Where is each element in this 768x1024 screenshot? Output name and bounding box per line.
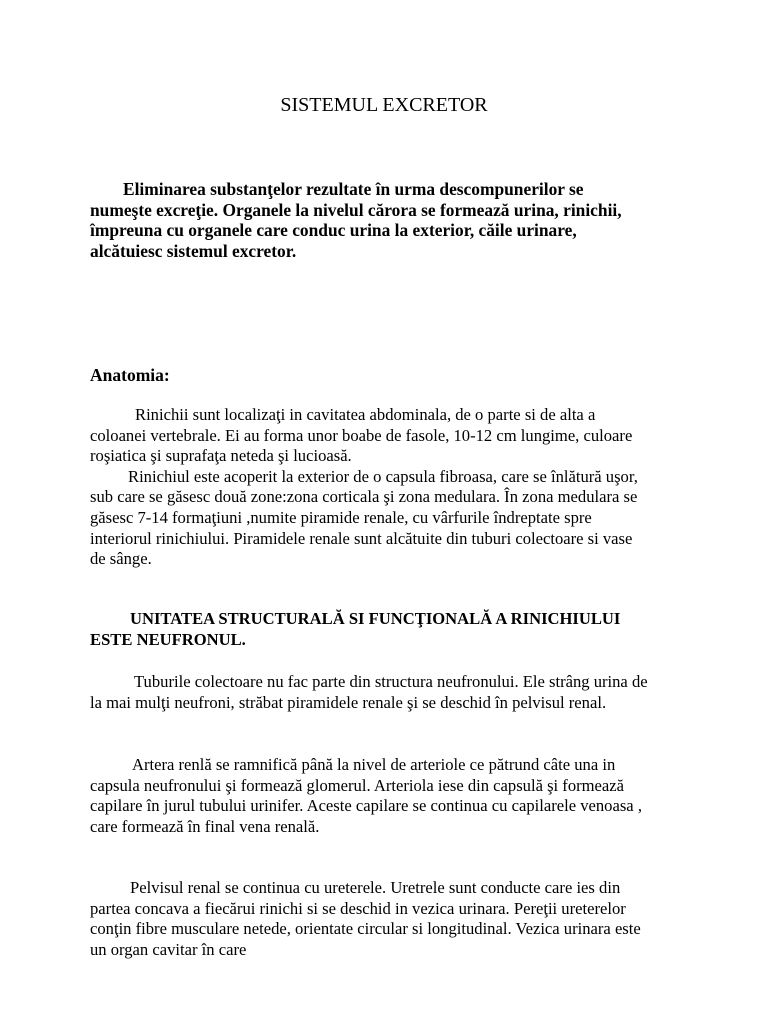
artera-section xyxy=(90,755,650,837)
paragraph-tuburi-colectoare: Tuburile colectoare nu fac parte din structura neufronului. Ele strâng urina de la mai mulţi neufroni, străbat piramidele renale şi se deschid în pelvisul renal. xyxy=(90,672,648,712)
pelvisul-section xyxy=(90,878,650,960)
section-heading-anatomia: Anatomia: xyxy=(90,365,170,385)
document-title: SISTEMUL EXCRETOR xyxy=(280,94,488,116)
paragraph-artera-renala: Artera renlă se ramnifică până la nivel de arteriole ce pătrund câte una in capsula neufronului şi formează glomerul. Arteriola iese din capsulă şi formează capilare în jurul tubului urinifer. Aceste capilare se continua cu capilarele venoasa , care formează în final vena renală. xyxy=(90,755,642,836)
paragraph-pelvisul-renal: Pelvisul renal se continua cu ureterele. Uretrele sunt conducte care ies din partea concava a fiecărui rinichi si se deschid in vezica urinara. Pereţii ureterelor conţin fibre musculare netede, orientate circular si longitudinal. Vezica urinara este un organ cavitar în care xyxy=(90,878,641,959)
intro-paragraph: Eliminarea substanţelor rezultate în urma descompunerilor se numeşte excreţie. Organele la nivelul cărora se formează urina, rinichii, împreuna cu organele care conduc urina la exterior, căile urinare, alcătuiesc sistemul excretor. xyxy=(90,179,622,261)
section-heading-unitate: UNITATEA STRUCTURALĂ SI FUNCŢIONALĂ A RINICHIULUI ESTE NEUFRONUL. xyxy=(90,609,621,649)
paragraph-rinichii-localizare: Rinichii sunt localizaţi in cavitatea abdominala, de o parte si de alta a coloanei vertebrale. Ei au forma unor boabe de fasole, 10-12 cm lungime, culoare roşiatica şi suprafaţa neteda şi lucioasă. xyxy=(90,405,633,466)
paragraph-rinichiul-capsula: Rinichiul este acoperit la exterior de o capsula fibroasa, care se înlătură uşor, sub care se găsesc două zone:zona corticala şi zona medulara. În zona medulara se găsesc 7-14 formaţiuni ,numite piramide renale, cu vârfurile îndreptate spre interiorul rinichiului. Piramidele renale sunt alcătuite din tuburi colectoare si vase de sânge. xyxy=(90,466,638,569)
anatomia-section xyxy=(90,405,650,570)
tuburi-section xyxy=(90,672,650,713)
